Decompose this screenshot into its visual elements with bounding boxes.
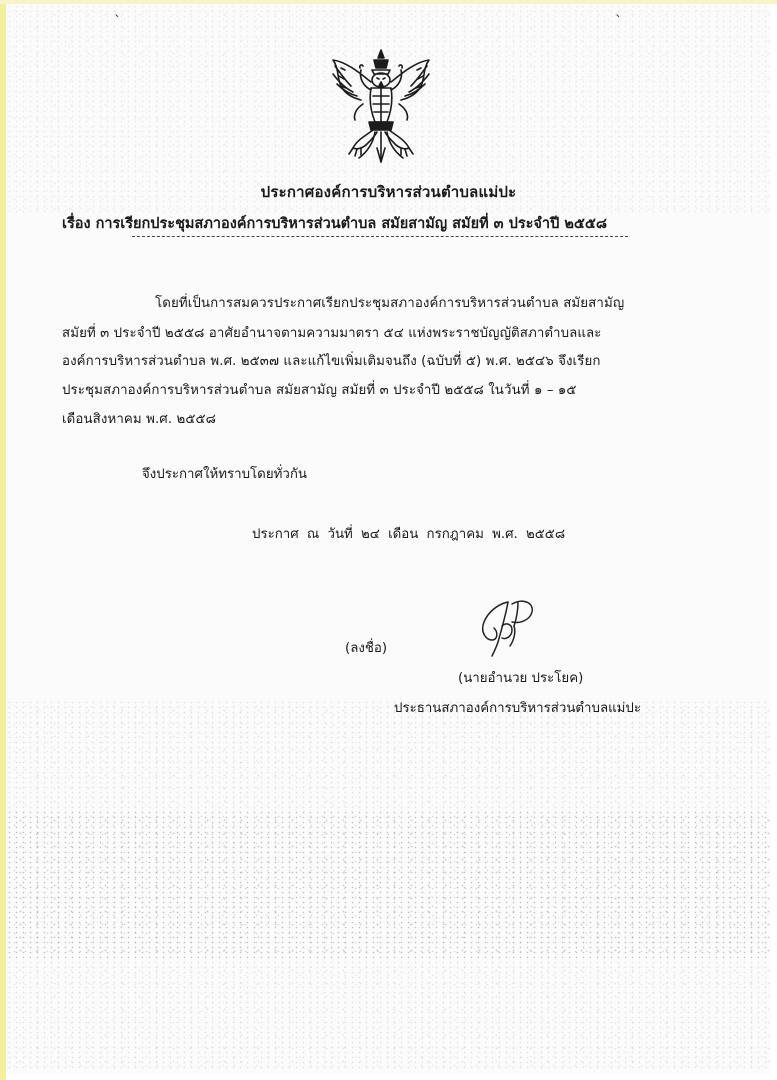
body-line-1: โดยที่เป็นการสมควรประกาศเรียกประชุมสภาองค์การบริหารส่วนตำบล สมัยสามัญ bbox=[155, 296, 625, 311]
scan-tick-mark-right: ˋ bbox=[615, 14, 622, 30]
body-line-5: เดือนสิงหาคม พ.ศ. ๒๕๕๘ bbox=[62, 412, 217, 427]
body-line-2: สมัยที่ ๓ ประจำปี ๒๕๕๘ อาศัยอำนาจตามความมาตรา ๕๔ แห่งพระราชบัญญัติสภาตำบลและ bbox=[62, 326, 602, 341]
subject-line: เรื่อง การเรียกประชุมสภาองค์การบริหารส่วนตำบล สมัยสามัญ สมัยที่ ๓ ประจำปี ๒๕๕๘ bbox=[62, 216, 608, 232]
signer-name: (นายอำนวย ประโยค) bbox=[458, 671, 584, 686]
signed-label: (ลงชื่อ) bbox=[345, 641, 388, 656]
handwritten-signature-icon bbox=[468, 596, 540, 658]
scan-tick-mark-left: ˋ bbox=[114, 14, 121, 30]
dated-line: ประกาศ ณ วันที่ ๒๔ เดือน กรกฎาคม พ.ศ. ๒๕๕๘ bbox=[252, 527, 566, 542]
body-line-3: องค์การบริหารส่วนตำบล พ.ศ. ๒๕๓๗ และแก้ไขเพิ่มเติมจนถึง (ฉบับที่ ๕) พ.ศ. ๒๕๔๖ จึงเรียก bbox=[62, 354, 601, 369]
signer-position: ประธานสภาองค์การบริหารส่วนตำบลแม่ปะ bbox=[394, 701, 642, 716]
notice-line: จึงประกาศให้ทราบโดยทั่วกัน bbox=[142, 467, 307, 482]
dashed-divider bbox=[132, 236, 628, 237]
garuda-emblem-icon bbox=[327, 48, 435, 166]
announcement-title: ประกาศองค์การบริหารส่วนตำบลแม่ปะ bbox=[260, 183, 517, 201]
body-line-4: ประชุมสภาองค์การบริหารส่วนตำบล สมัยสามัญ สมัยที่ ๓ ประจำปี ๒๕๕๘ ในวันที่ ๑ – ๑๕ bbox=[62, 383, 577, 398]
